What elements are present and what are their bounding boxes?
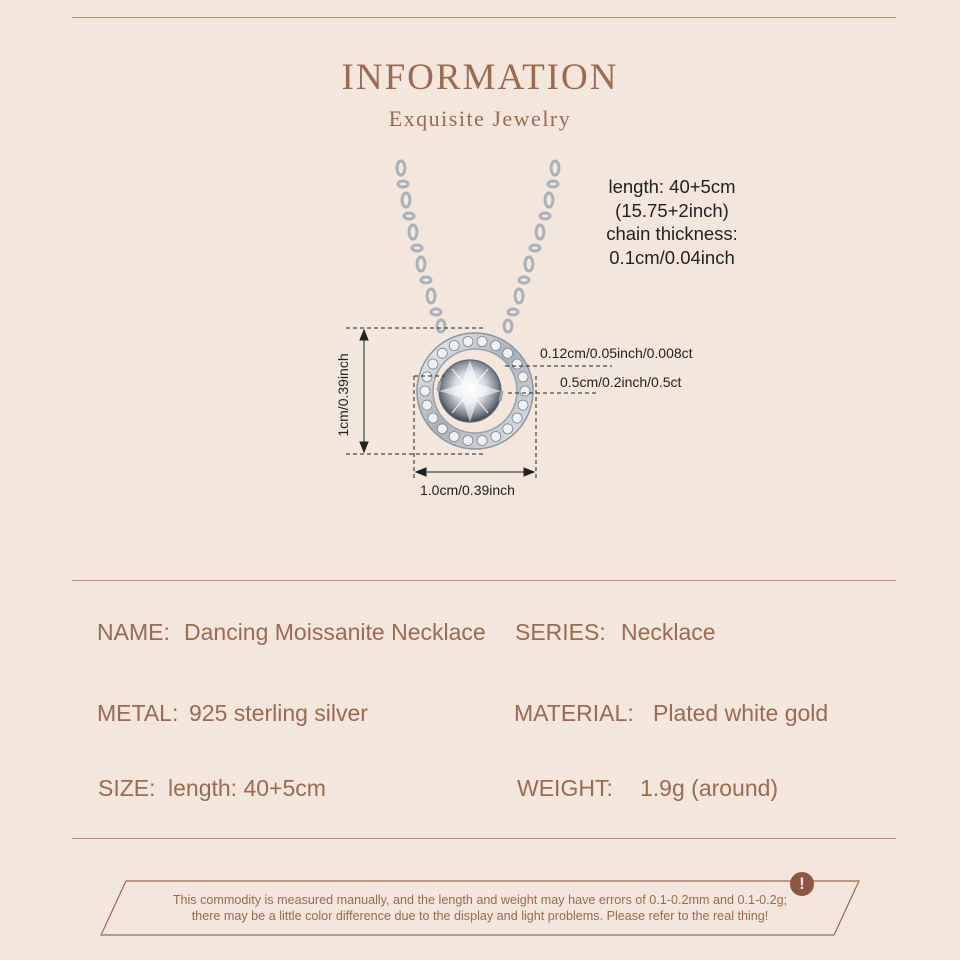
- notice-text: [100, 892, 860, 924]
- bottom-divider: [72, 838, 896, 839]
- halo-stone: [449, 341, 459, 351]
- name-label: NAME:: [97, 619, 170, 645]
- center-stone-dimension: 0.5cm/0.2inch/0.5ct: [560, 374, 682, 390]
- halo-stone: [428, 359, 438, 369]
- metal-label: METAL:: [97, 700, 179, 726]
- halo-stone: [512, 359, 522, 369]
- halo-stone: [512, 413, 522, 423]
- series-value: Necklace: [621, 619, 716, 645]
- notice-box: [100, 880, 860, 936]
- small-stone-dimension: 0.12cm/0.05inch/0.008ct: [540, 345, 693, 361]
- halo-stone: [503, 424, 513, 434]
- size-label: SIZE:: [98, 775, 156, 801]
- halo-stone: [518, 400, 528, 410]
- material-label: MATERIAL:: [514, 700, 634, 726]
- size-value: length: 40+5cm: [168, 775, 326, 801]
- halo-stone: [422, 400, 432, 410]
- series-label: SERIES:: [515, 619, 606, 645]
- halo-stone: [463, 337, 473, 347]
- halo-stone: [477, 337, 487, 347]
- spec-length-inch: (15.75+2inch): [615, 199, 729, 221]
- spec-chain-label: chain thickness:: [606, 223, 738, 244]
- height-dimension: 1cm/0.39inch: [335, 353, 351, 437]
- notice-line-2: there may be a little color difference due to the display and light problems. Please refer to the real thing!: [191, 909, 769, 923]
- halo-stone: [520, 386, 530, 396]
- width-dimension: 1.0cm/0.39inch: [420, 482, 515, 498]
- halo-stone: [428, 413, 438, 423]
- page-subtitle: Exquisite Jewelry: [388, 106, 572, 131]
- weight-value: 1.9g (around): [640, 775, 779, 801]
- material-value: Plated white gold: [653, 700, 829, 726]
- middle-divider: [72, 580, 896, 581]
- halo-stone: [477, 436, 487, 446]
- weight-label: WEIGHT:: [517, 775, 613, 801]
- halo-stone: [437, 348, 447, 358]
- halo-stone: [422, 372, 432, 382]
- spec-length: length: 40+5cm: [608, 176, 736, 197]
- halo-stone: [491, 341, 501, 351]
- notice-line-1: This commodity is measured manually, and the length and weight may have errors of 0.1-0.2mm and 0.1-0.2g;: [172, 893, 788, 907]
- name-value: Dancing Moissanite Necklace: [184, 619, 486, 645]
- chain: [397, 161, 559, 332]
- halo-stone: [518, 372, 528, 382]
- halo-stone: [449, 432, 459, 442]
- page-title: INFORMATION: [341, 57, 619, 98]
- halo-stone: [420, 386, 430, 396]
- exclamation-icon: !: [790, 872, 814, 896]
- pendant: [417, 333, 533, 449]
- halo-stone: [491, 432, 501, 442]
- halo-stone: [463, 436, 473, 446]
- spec-chain-value: 0.1cm/0.04inch: [609, 246, 735, 268]
- metal-value: 925 sterling silver: [189, 700, 368, 726]
- spec-block: [560, 175, 784, 269]
- halo-stone: [503, 348, 513, 358]
- halo-stone: [437, 424, 447, 434]
